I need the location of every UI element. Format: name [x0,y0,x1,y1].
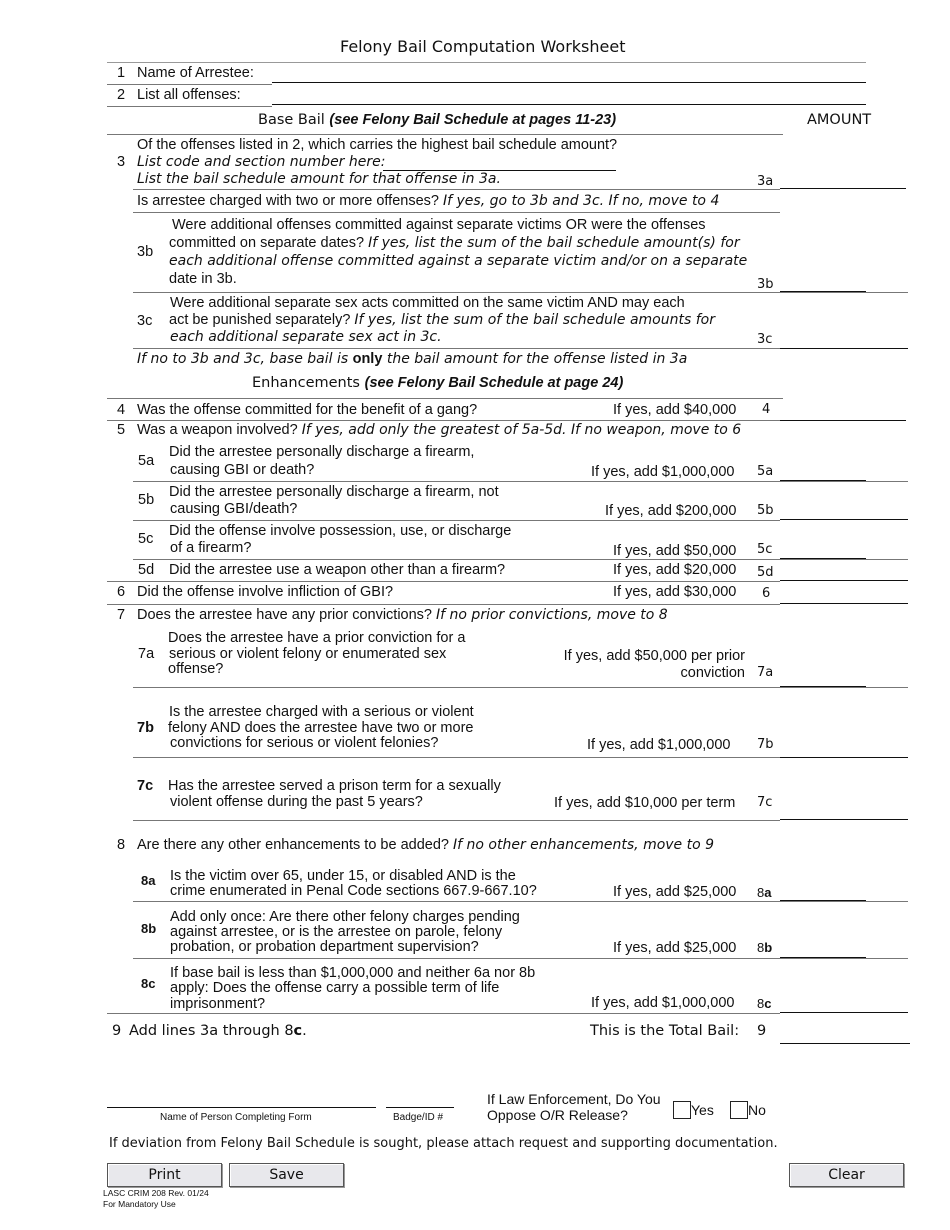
section-7a-add-line1: If yes, add $50,000 per prior [563,648,745,664]
ref-7a: 7a [757,665,774,680]
ref-3a: 3a [757,174,774,189]
section-3-code-label: List code and section number here: [137,154,386,170]
section-8b-add: If yes, add $25,000 [613,940,737,956]
ref-3c: 3c [757,332,773,347]
form-title: Felony Bail Computation Worksheet [340,37,626,56]
section-8a-line2: crime enumerated in Penal Code sections 667.9-667.10? [170,883,537,899]
section-8a-line1: Is the victim over 65, under 15, or disabled AND is the [170,868,516,884]
amount-field-4[interactable] [780,420,906,421]
section-6-number: 6 [117,584,126,600]
form-id: LASC CRIM 208 Rev. 01/24 [103,1188,209,1198]
section-7b-line2: felony AND does the arrestee have two or more [168,720,474,736]
oppose-no-checkbox[interactable] [730,1101,748,1119]
section-7a-line2: serious or violent felony or enumerated sex [169,646,447,662]
section-3c-line3: each additional separate sex act in 3c. [170,329,442,345]
ref-4: 4 [762,402,771,417]
oppose-yes-label: Yes [691,1102,714,1118]
section-7b-line1: Is the arrestee charged with a serious or violent [169,704,474,720]
section-7c-line2: violent offense during the past 5 years? [170,794,423,810]
amount-field-7c[interactable] [780,819,908,820]
arrestee-name-field[interactable] [272,82,866,83]
amount-field-3a[interactable] [780,188,906,189]
section-5d-question: Did the arrestee use a weapon other than a firearm? [169,562,506,578]
ref-6: 6 [762,586,771,601]
or-release-question-line2: Oppose O/R Release? [487,1107,628,1123]
section-3c-line2: act be punished separately? If yes, list the sum of the bail schedule amounts for [169,312,715,328]
ref-5a: 5a [757,464,774,479]
section-5a-number: 5a [138,453,155,469]
oppose-yes-checkbox[interactable] [673,1101,691,1119]
section-7a-line1: Does the arrestee have a prior conviction for a [168,630,466,646]
section-8c-line2: apply: Does the offense carry a possible term of life [170,980,500,996]
ref-5b: 5b [757,503,774,518]
ref-5c: 5c [757,542,773,557]
deviation-note: If deviation from Felony Bail Schedule is sought, please attach request and supporting documentation. [109,1136,778,1151]
section-3b-line3: each additional offense committed against a separate victim and/or on a separate [169,253,748,269]
amount-field-8c[interactable] [780,1012,908,1013]
section-7b-number: 7b [137,720,154,736]
arrestee-name-label: Name of Arrestee: [137,65,254,81]
ref-8c: 8c [757,996,772,1011]
section-5b-line2: causing GBI/death? [170,501,298,517]
section-8-question: Are there any other enhancements to be added? If no other enhancements, move to 9 [137,837,715,853]
enhancements-heading: Enhancements (see Felony Bail Schedule at page 24) [252,375,624,391]
print-button[interactable]: Print [107,1163,222,1187]
person-name-field[interactable] [107,1107,376,1108]
section-9-question: Add lines 3a through 8c. [129,1023,307,1039]
section-3-amount-note: List the bail schedule amount for that offense in 3a. [137,171,501,187]
section-3b-line1: Were additional offenses committed against separate victims OR were the offenses [172,217,706,233]
section-8a-add: If yes, add $25,000 [613,884,737,900]
ref-7b: 7b [757,737,774,752]
row-1-number: 1 [117,65,126,81]
section-3-multi-question: Is arrestee charged with two or more offenses? If yes, go to 3b and 3c. If no, move to 4 [137,193,720,209]
offenses-field[interactable] [272,104,866,105]
section-4-number: 4 [117,402,126,418]
section-7-question: Does the arrestee have any prior convictions? If no prior convictions, move to 8 [137,607,668,623]
section-7b-line3: convictions for serious or violent felonies? [170,735,439,751]
section-3b-number: 3b [137,244,154,260]
person-name-caption: Name of Person Completing Form [160,1112,312,1123]
section-7c-number: 7c [137,778,154,794]
or-release-question-line1: If Law Enforcement, Do You [487,1091,661,1107]
amount-column-header: AMOUNT [807,112,872,128]
section-9-number: 9 [112,1023,122,1039]
section-5a-add: If yes, add $1,000,000 [591,464,735,480]
amount-field-3c[interactable] [780,348,908,349]
amount-field-5d[interactable] [780,580,908,581]
section-7a-number: 7a [138,646,155,662]
section-8b-line2: against arrestee, or is the arrestee on parole, felony [170,924,503,940]
section-5c-add: If yes, add $50,000 [613,543,737,559]
section-7a-line3: offense? [168,661,224,677]
section-4-add: If yes, add $40,000 [613,402,737,418]
section-5c-line2: of a firearm? [170,540,252,556]
section-8c-add: If yes, add $1,000,000 [591,995,735,1011]
section-8-number: 8 [117,837,126,853]
row-2-number: 2 [117,87,126,103]
ref-8a: 8a [757,885,772,900]
clear-button[interactable]: Clear [789,1163,904,1187]
section-6-question: Did the offense involve infliction of GBI? [137,584,394,600]
section-3-note: If no to 3b and 3c, base bail is only the bail amount for the offense listed in 3a [137,351,688,367]
section-7-number: 7 [117,607,126,623]
badge-id-caption: Badge/ID # [393,1112,444,1123]
section-7c-add: If yes, add $10,000 per term [554,795,736,811]
badge-id-field[interactable] [386,1107,454,1108]
save-button[interactable]: Save [229,1163,344,1187]
offenses-label: List all offenses: [137,87,241,103]
section-5d-add: If yes, add $20,000 [613,562,737,578]
ref-3b: 3b [757,277,774,292]
total-bail-field[interactable] [780,1043,910,1044]
base-bail-heading: Base Bail (see Felony Bail Schedule at pages 11-23) [258,112,617,128]
section-8c-number: 8c [141,976,156,991]
section-5b-line1: Did the arrestee personally discharge a firearm, not [169,484,499,500]
section-5c-line1: Did the offense involve possession, use, or discharge [169,523,512,539]
section-5a-line2: causing GBI or death? [170,462,315,478]
section-8b-line1: Add only once: Are there other felony charges pending [170,909,520,925]
section-3-question: Of the offenses listed in 2, which carries the highest bail schedule amount? [137,137,618,153]
amount-field-5b[interactable] [780,519,908,520]
section-3-number: 3 [117,154,126,170]
section-5b-number: 5b [138,492,155,508]
section-6-add: If yes, add $30,000 [613,584,737,600]
section-8b-number: 8b [141,921,157,936]
section-3c-line1: Were additional separate sex acts committed on the same victim AND may each [170,295,685,311]
section-7c-line1: Has the arrestee served a prison term for a sexually [168,778,501,794]
ref-7c: 7c [757,795,773,810]
section-8b-line3: probation, or probation department supervision? [170,939,479,955]
ref-5d: 5d [757,565,774,580]
section-3b-line2: committed on separate dates? If yes, list the sum of the bail schedule amount(s) for [169,235,740,251]
amount-field-6[interactable] [780,603,908,604]
section-7a-add-line2: conviction [680,665,745,681]
ref-8b: 8b [757,940,773,955]
oppose-no-label: No [748,1102,766,1118]
section-3c-number: 3c [137,313,153,329]
section-5-number: 5 [117,422,126,438]
section-5a-line1: Did the arrestee personally discharge a firearm, [169,444,475,460]
section-3b-line4: date in 3b. [169,271,237,287]
section-8c-line1: If base bail is less than $1,000,000 and neither 6a nor 8b [170,965,536,981]
section-5d-number: 5d [138,562,155,578]
section-8c-line3: imprisonment? [170,996,266,1012]
section-4-question: Was the offense committed for the benefit of a gang? [137,402,478,418]
total-bail-label: This is the Total Bail: [590,1023,740,1039]
ref-9: 9 [757,1023,767,1039]
section-5c-number: 5c [138,531,154,547]
form-use: For Mandatory Use [103,1199,176,1209]
amount-field-7b[interactable] [780,757,908,758]
section-5-question: Was a weapon involved? If yes, add only the greatest of 5a-5d. If no weapon, move to 6 [137,422,742,438]
section-8a-number: 8a [141,873,156,888]
section-5b-add: If yes, add $200,000 [605,503,737,519]
section-7b-add: If yes, add $1,000,000 [587,737,731,753]
